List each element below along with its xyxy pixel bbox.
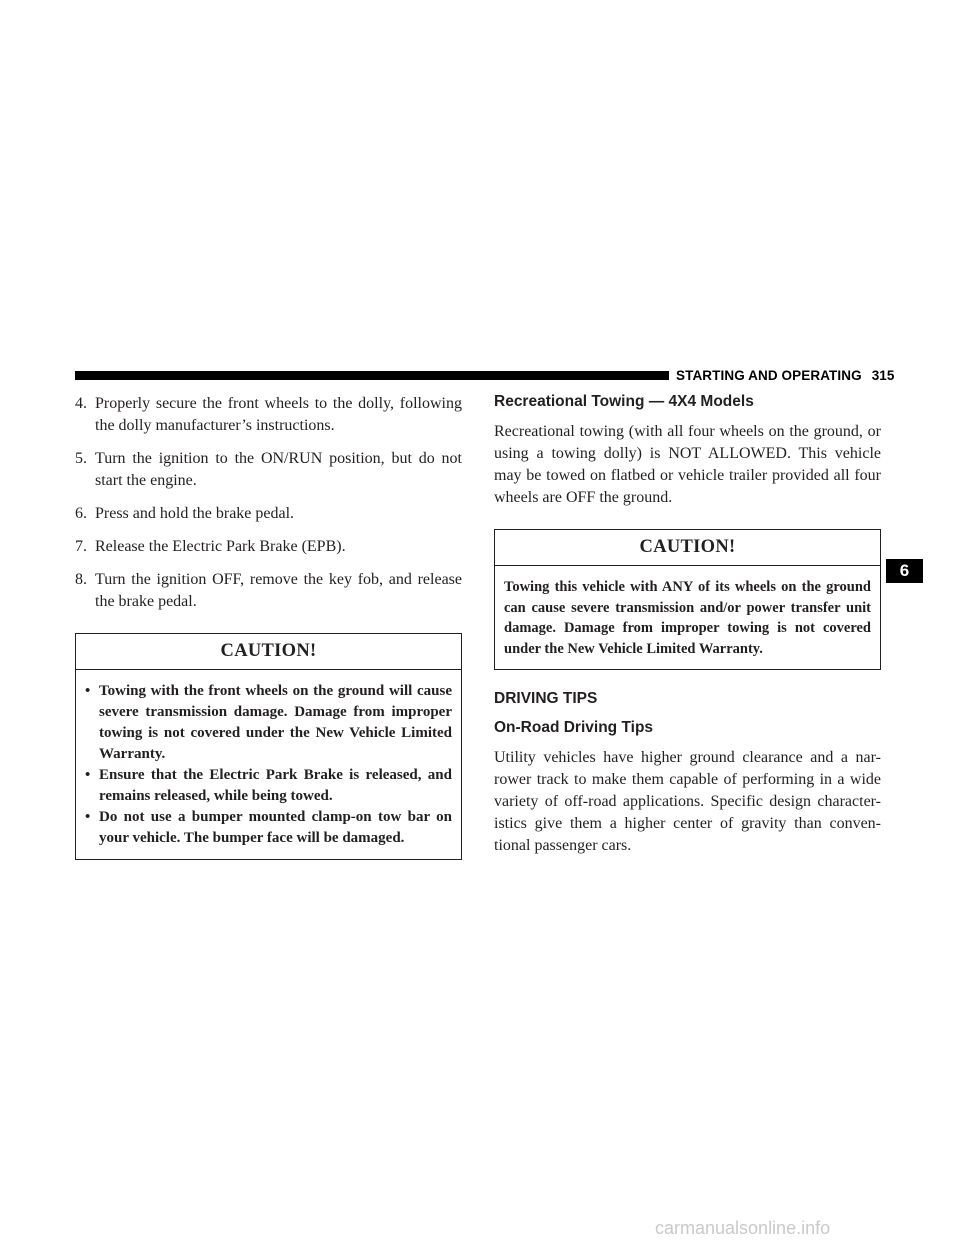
caution-title: CAUTION! — [495, 530, 880, 566]
right-column — [494, 393, 881, 857]
on-road-text: Utility vehicles have higher ground clearance and a nar- rower track to make them capable of performing in a wide variety of off-road applications. Specific design character- istics give them a higher center of gravity than conven- tional passenger cars. — [494, 749, 881, 854]
section-title: STARTING AND OPERATING — [676, 368, 862, 383]
page-number: 315 — [871, 368, 895, 383]
step-text: Turn the ignition OFF, remove the key fob, and release the brake pedal. — [95, 571, 462, 610]
step-item — [75, 536, 462, 558]
left-column — [75, 393, 462, 860]
step-text: Turn the ignition to the ON/RUN position, but do not start the engine. — [95, 450, 462, 489]
bullet-icon: • — [85, 767, 91, 783]
caution-text: Towing this vehicle with ANY of its wheels on the ground can cause severe transmission and/or power transfer unit damage. Damage from improper towing is not covered under the New Vehicle Limited Warranty. — [504, 579, 871, 657]
step-number: 5. — [75, 450, 87, 467]
step-text: Release the Electric Park Brake (EPB). — [95, 538, 346, 555]
caution-item-text: Ensure that the Electric Park Brake is released, and remains released, while being towed. — [99, 767, 452, 804]
step-item — [75, 569, 462, 613]
caution-bullet-item — [85, 765, 452, 807]
caution-bullet-item — [85, 807, 452, 849]
header-rule — [75, 371, 669, 380]
driving-tips-heading: DRIVING TIPS — [494, 690, 598, 707]
step-text: Properly secure the front wheels to the dolly, following the dolly manufacturer’s instructions. — [95, 395, 462, 434]
caution-title: CAUTION! — [76, 634, 461, 670]
on-road-heading: On-Road Driving Tips — [494, 719, 654, 736]
step-number: 6. — [75, 505, 87, 522]
recreational-towing-heading: Recreational Towing — 4X4 Models — [494, 393, 754, 410]
caution-bullet-item — [85, 681, 452, 765]
running-header — [676, 368, 895, 383]
caution-box — [75, 633, 462, 860]
caution-item-text: Towing with the front wheels on the ground will cause severe transmission damage. Damage from improper towing is not covered under the New Vehicle Limited Warranty. — [99, 683, 452, 762]
footer-watermark: carmanualsonline.info — [655, 1218, 831, 1238]
bullet-icon: • — [85, 683, 91, 699]
caution-item-text: Do not use a bumper mounted clamp-on tow bar on your vehicle. The bumper face will be damaged. — [99, 809, 452, 846]
caution-body — [76, 670, 461, 859]
recreational-towing-text: Recreational towing (with all four wheels on the ground, or using a towing dolly) is NOT ALLOWED. This vehicle may be towed on flatbed or vehicle trailer provided all four wheels are OFF the ground. — [494, 423, 881, 506]
step-item — [75, 393, 462, 437]
caution-box — [494, 529, 881, 670]
step-number: 7. — [75, 538, 87, 555]
step-number: 4. — [75, 395, 87, 412]
bullet-icon: • — [85, 809, 91, 825]
step-item — [75, 448, 462, 492]
chapter-tab: 6 — [886, 559, 923, 583]
caution-body — [495, 566, 880, 669]
step-text: Press and hold the brake pedal. — [95, 505, 295, 522]
step-item — [75, 503, 462, 525]
step-number: 8. — [75, 571, 87, 588]
